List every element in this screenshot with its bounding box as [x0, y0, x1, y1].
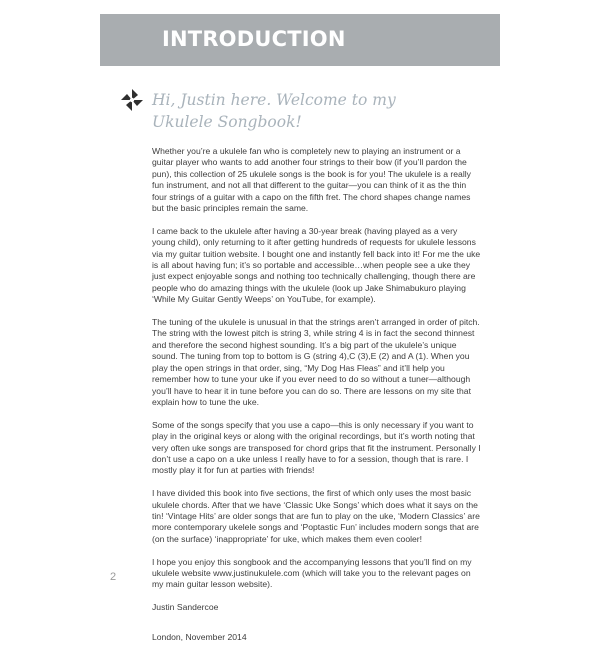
paragraph: Some of the songs specify that you use a capo—this is only necessary if you want to play in the original keys or along with the original recordings, but it’s worth noting that very often uke songs are transposed for chord grips that fit the instrument. Personally I don’t use a capo on a uke unless I really have to for a session, though that is rare. I mostly play it for fun at parties with friends! — [152, 419, 481, 476]
welcome-heading — [152, 89, 482, 133]
body-text — [152, 146, 482, 654]
paragraph: I came back to the ukulele after having a 30-year break (having played as a very young child), only returning to it after getting hundreds of requests for ukulele lessons via my guitar tuition website. I bought one and instantly fell back into it! For me the uke is all about having fun; it’s so portable and accessible…when people see a uke they just expect enjoyable songs and nothing too technically challenging, though there are people who do amazing things with the ukulele (look up Jake Shimabukuro playing ‘While My Guitar Gently Weeps’ on YouTube, for example). — [152, 225, 481, 305]
pinwheel-logo-icon — [120, 88, 144, 112]
paragraph: Whether you’re a ukulele fan who is completely new to playing an instrument or a guitar player who wants to add another four strings to their bow (if you’ll pardon the pun), this collection of 25 ukulele songs is the book is for you! The ukulele is a really fun instrument, and not all that different to the guitar—you can think of it as the thin four strings of a guitar with a capo on the fifth fret. The chord shapes change names but the basic principles remain the same. — [152, 146, 471, 214]
signature-name: Justin Sandercoe — [152, 602, 219, 613]
paragraph: I hope you enjoy this songbook and the accompanying lessons that you’ll find on my ukulele website www.justinukulele.com (which will take you to the relevant pages on my main guitar lesson website). — [152, 556, 472, 590]
paragraph: The tuning of the ukulele is unusual in that the strings aren’t arranged in order of pitch. The string with the lowest pitch is string 3, while string 4 is in fact the second thinnest and therefore the second highest sounding. It’s a big part of the ukulele’s unique sound. The tuning from top to bottom is G (string 4),C (3),E (2) and A (1). When you play the open strings in that order, sing, “My Dog Has Fleas” and it’ll help you remember how to tune your uke if you ever need to do so without a tuner—although you’ll have to hear it in tune before you can do so. There are lessons on my site that explain how to tune the uke. — [152, 317, 480, 407]
signature-place-date: London, November 2014 — [152, 631, 247, 642]
page-number: 2 — [110, 571, 117, 583]
page-title: INTRODUCTION — [162, 27, 346, 51]
paragraph: I have divided this book into five sections, the first of which only uses the most basic ukulele chords. After that we have ‘Classic Uke Songs’ which does what it says on the tin! ‘Vintage Hits’ are older songs that are fun to play on the uke, ‘Modern Classics’ are more contemporary ukelele songs and ‘Poptastic Fun’ includes modern songs that are (on the surface) ‘inappropriate’ for uke, which makes them even cooler! — [152, 488, 480, 544]
welcome-line-2: Ukulele Songbook! — [152, 113, 302, 131]
welcome-line-1: Hi, Justin here. Welcome to my — [152, 91, 396, 109]
